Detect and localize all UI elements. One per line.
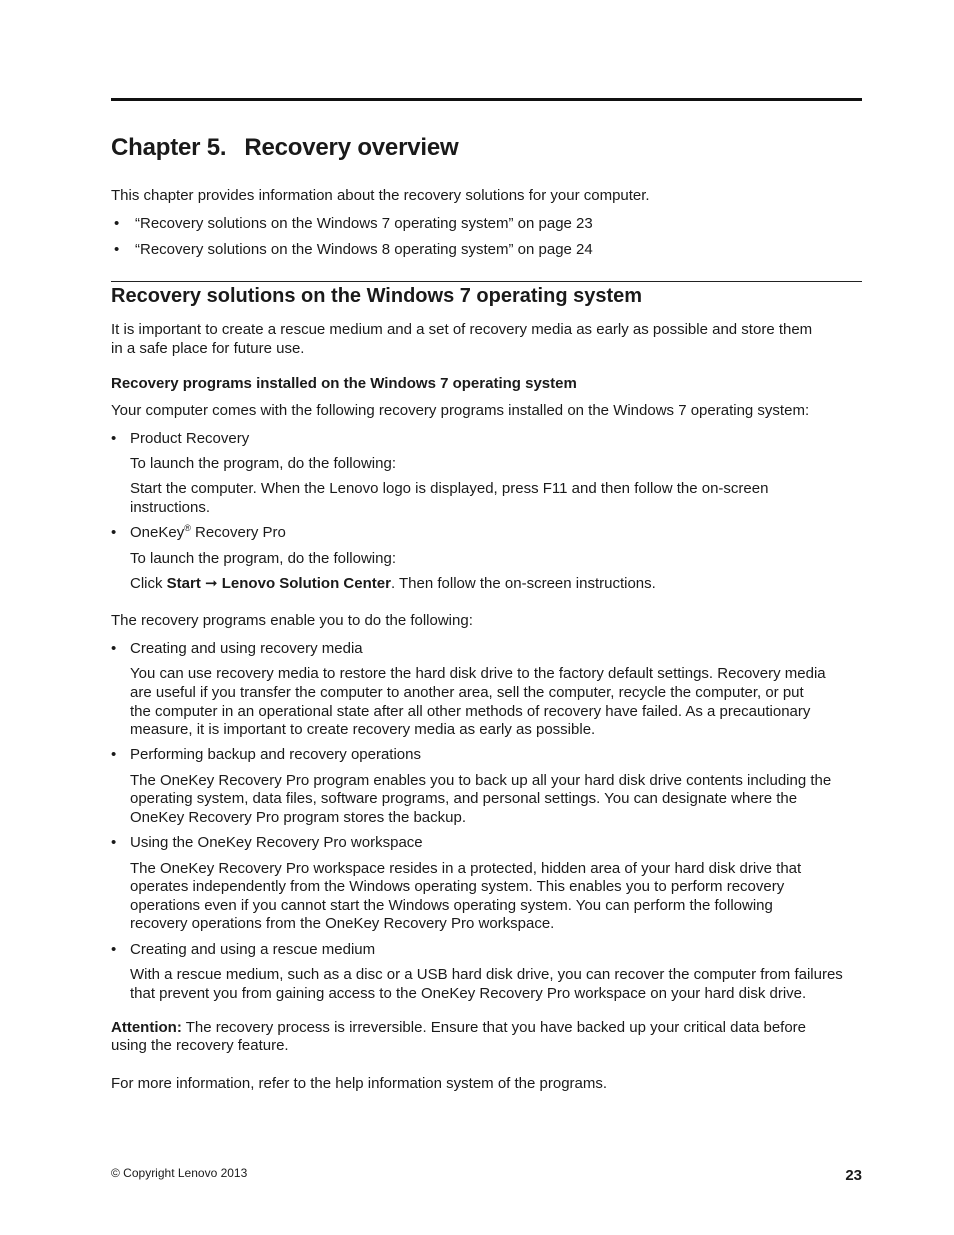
program1-step-line2: instructions.	[130, 499, 211, 516]
feature4-line2: that prevent you from gaining access to the OneKey Recovery Pro workspace on your hard disk drive.	[130, 985, 807, 1002]
feature2-line3: OneKey Recovery Pro program stores the backup.	[130, 809, 466, 826]
chapter-intro: This chapter provides information about the recovery solutions for your computer.	[111, 187, 650, 204]
section-intro-line1: It is important to create a rescue medium and a set of recovery media as early as possible and store them	[111, 321, 813, 338]
feature3-line3: operations even if you cannot start the Windows operating system. You can perform the following	[130, 897, 773, 914]
program2-name: OneKey® Recovery Pro	[130, 523, 286, 541]
attention-label: Attention:	[111, 1019, 182, 1036]
bullet: •	[111, 834, 117, 851]
enable-intro: The recovery programs enable you to do the following:	[111, 612, 473, 629]
bullet: •	[111, 941, 117, 958]
bullet: •	[114, 241, 120, 258]
registered-mark: ®	[184, 523, 191, 533]
program1-step-line1: Start the computer. When the Lenovo logo is displayed, press F11 and then follow the on-screen	[130, 480, 769, 497]
feature1-line2: are useful if you transfer the computer to another area, sell the computer, recycle the computer, or put	[130, 684, 804, 701]
feature3-line2: operates independently from the Windows operating system. This enables you to perform recovery	[130, 878, 785, 895]
chapter-name: Recovery overview	[244, 134, 459, 161]
chapter-title	[111, 134, 458, 162]
feature4-title: Creating and using a rescue medium	[130, 941, 376, 958]
section-rule	[111, 281, 862, 282]
chapter-top-rule	[111, 98, 862, 101]
program1-name: Product Recovery	[130, 430, 250, 447]
feature3-line1: The OneKey Recovery Pro workspace resides in a protected, hidden area of your hard disk drive that	[130, 860, 802, 877]
section-title: Recovery solutions on the Windows 7 operating system	[111, 285, 643, 307]
toc-link-windows7[interactable]: “Recovery solutions on the Windows 7 operating system” on page 23	[135, 215, 593, 232]
feature1-line1: You can use recovery media to restore the hard disk drive to the factory default settings. Recovery media	[130, 665, 826, 682]
feature1-line3: the computer in an operational state after all other methods of recovery have failed. As a precautionary	[130, 703, 811, 720]
bullet: •	[111, 524, 117, 541]
subheading: Recovery programs installed on the Windows 7 operating system	[111, 375, 577, 392]
feature4-line1: With a rescue medium, such as a disc or a USB hard disk drive, you can recover the computer from failures	[130, 966, 843, 983]
feature1-title: Creating and using recovery media	[130, 640, 363, 657]
footer-copyright: © Copyright Lenovo 2013	[111, 1166, 248, 1180]
more-info: For more information, refer to the help information system of the programs.	[111, 1075, 608, 1092]
feature3-title: Using the OneKey Recovery Pro workspace	[130, 834, 423, 851]
bullet: •	[111, 640, 117, 657]
bullet: •	[111, 746, 117, 763]
bullet: •	[111, 430, 117, 447]
program2-launch: To launch the program, do the following:	[130, 550, 396, 567]
feature2-title: Performing backup and recovery operations	[130, 746, 421, 763]
page-number: 23	[845, 1167, 862, 1184]
feature1-line4: measure, it is important to create recovery media as early as possible.	[130, 721, 596, 738]
feature3-line4: recovery operations from the OneKey Recovery Pro workspace.	[130, 915, 555, 932]
bullet: •	[114, 215, 120, 232]
program2-step: Click Start ➞ Lenovo Solution Center. Then follow the on-screen instructions.	[130, 575, 656, 592]
start-menu-ref: Start	[166, 575, 201, 592]
solution-center-ref: Lenovo Solution Center	[221, 575, 391, 592]
chapter-number: Chapter 5.	[111, 134, 227, 161]
program1-launch: To launch the program, do the following:	[130, 455, 396, 472]
attention-line1: Attention: The recovery process is irreversible. Ensure that you have backed up your critical data before	[111, 1019, 807, 1036]
toc-link-windows8[interactable]: “Recovery solutions on the Windows 8 operating system” on page 24	[135, 241, 593, 258]
feature2-line2: operating system, data files, software programs, and personal settings. You can designate where the	[130, 790, 798, 807]
arrow-right-icon: ➞	[200, 575, 222, 592]
feature2-line1: The OneKey Recovery Pro program enables you to back up all your hard disk drive contents including the	[130, 772, 832, 789]
programs-intro: Your computer comes with the following recovery programs installed on the Windows 7 operating system:	[111, 402, 810, 419]
section-intro-line2: in a safe place for future use.	[111, 340, 305, 357]
attention-line2: using the recovery feature.	[111, 1037, 289, 1054]
